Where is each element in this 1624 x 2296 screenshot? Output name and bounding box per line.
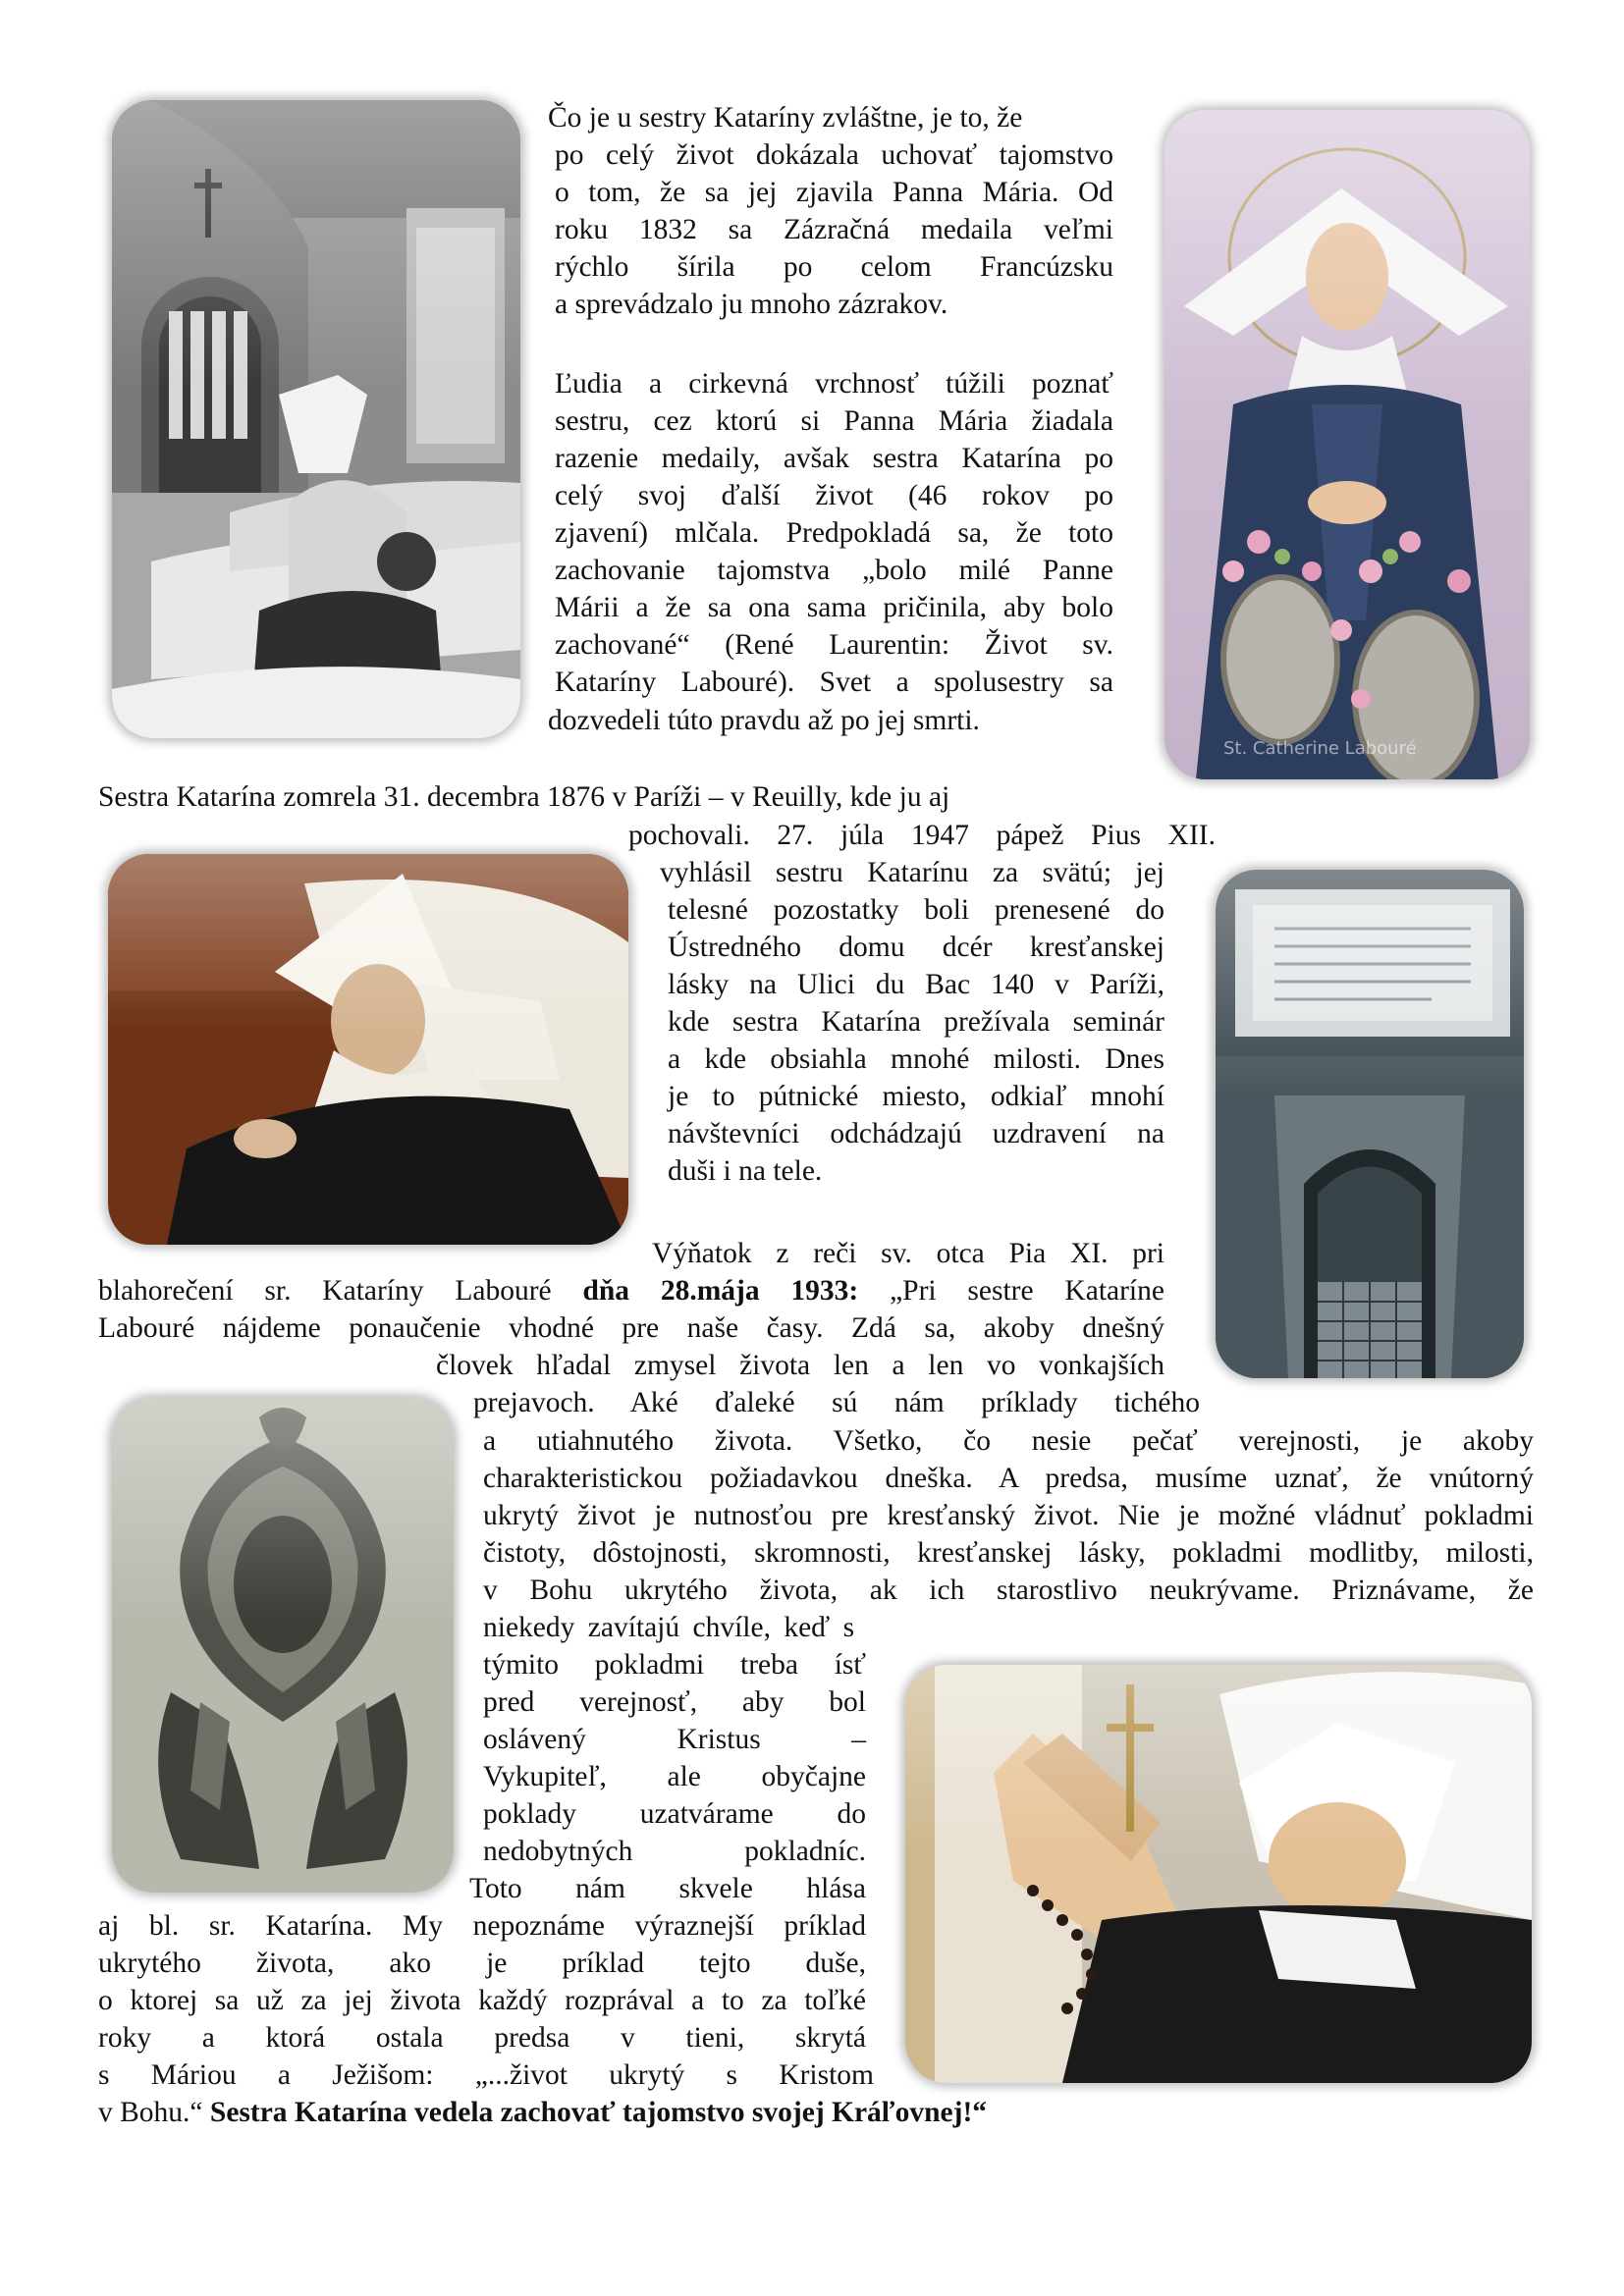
p4-line: Toto nám skvele hlása xyxy=(469,1873,866,1904)
p2-line: celý svoj ďalší život (46 rokov po xyxy=(555,480,1113,511)
deathbed-painting-photo xyxy=(108,854,628,1245)
p4-date-pre: blahorečení sr. Kataríny Labouré xyxy=(98,1275,583,1307)
p4-line: Vykupiteľ, ale obyčajne xyxy=(483,1761,866,1792)
p4-intro-line: Výňatok z reči sv. otca Pia XI. pri xyxy=(652,1238,1164,1269)
p4-line: niekedy zavítajú chvíle, keď s xyxy=(483,1612,855,1643)
p4-line: a utiahnutého života. Všetko, čo nesie pečať verejnosti, je akoby xyxy=(483,1425,1534,1457)
p3-line: pochovali. 27. júla 1947 pápež Pius XII. xyxy=(628,820,1216,851)
portrait-signature: St. Catherine Labouré xyxy=(1223,738,1417,759)
p3-line: telesné pozostatky boli prenesené do xyxy=(668,894,1164,926)
p4-date-line xyxy=(98,1272,1164,1309)
p3-line: návštevníci odchádzajú uzdravení na xyxy=(668,1118,1164,1149)
p2-line: zjavení) mlčala. Predpokladá sa, že toto xyxy=(555,517,1113,549)
incorrupt-body-image xyxy=(905,1665,1532,2083)
p2-line: Márii a že sa ona sama pričinila, aby bolo xyxy=(555,592,1113,623)
p4-line: čistoty, dôstojnosti, skromnosti, kresťanskej lásky, pokladmi modlitby, milosti, xyxy=(483,1537,1534,1569)
p4-line: týmito pokladmi treba ísť xyxy=(483,1649,866,1681)
p4-line: nedobytných pokladníc. xyxy=(483,1836,866,1867)
reliquary-image xyxy=(112,1398,454,1893)
p3-line: vyhlásil sestru Katarínu za svätú; jej xyxy=(660,857,1164,888)
p4-line: roky a ktorá ostala predsa v tieni, skrytá xyxy=(98,2022,866,2054)
p1-line: rýchlo šírila po celom Francúzsku xyxy=(555,251,1113,283)
p2-line: zachovanie tajomstva „bolo milé Panne xyxy=(555,555,1113,586)
p1-line: a sprevádzalo ju mnoho zázrakov. xyxy=(555,289,948,320)
crypt-image xyxy=(1216,870,1524,1378)
p2-line: sestru, cez ktorú si Panna Mária žiadala xyxy=(555,405,1113,437)
hospital-ward-photo xyxy=(112,100,520,738)
p4-line: ukrytého života, ako je príklad tejto duše, xyxy=(98,1948,866,1979)
p4-line: prejavoch. Aké ďaleké sú nám príklady tichého xyxy=(473,1387,1200,1418)
p2-line: dozvedeli túto pravdu až po jej smrti. xyxy=(548,705,980,736)
incorrupt-body-photo xyxy=(905,1665,1532,2083)
p4-line: s Máriou a Ježišom: „...život ukrytý s Kristom xyxy=(98,2059,874,2091)
p4-line: aj bl. sr. Katarína. My nepoznáme výraznejší príklad xyxy=(98,1910,866,1942)
p4-line: ukrytý život je nutnosťou pre kresťanský život. Nie je možné vládnuť pokladmi xyxy=(483,1500,1534,1531)
p3-line: a kde obsiahla mnohé milosti. Dnes xyxy=(668,1043,1164,1075)
p4-line: charakteristickou požiadavkou dneška. A predsa, musíme uznať, že vnútorný xyxy=(483,1463,1534,1494)
p1-line: o tom, že sa jej zjavila Panna Mária. Od xyxy=(555,177,1113,208)
p1-line: Čo je u sestry Kataríny zvláštne, je to, že xyxy=(548,102,1023,133)
p4-line: o ktorej sa už za jej života každý rozprával a to za toľké xyxy=(98,1985,866,2016)
p4-last-bold: Sestra Katarína vedela zachovať tajomstvo svojej Kráľovnej!“ xyxy=(209,2097,988,2128)
p2-line: razenie medaily, avšak sestra Katarína po xyxy=(555,443,1113,474)
p4-line: oslávený Kristus – xyxy=(483,1724,866,1755)
p4-date-bold: dňa 28.mája 1933: xyxy=(582,1275,859,1307)
deathbed-painting-image xyxy=(108,854,628,1245)
p3-line: Sestra Katarína zomrela 31. decembra 1876 v Paríži – v Reuilly, kde ju aj xyxy=(98,781,950,813)
p4-date-post: „Pri sestre Kataríne xyxy=(858,1275,1164,1307)
p4-line: pred verejnosť, aby bol xyxy=(483,1686,866,1718)
p4-line: v Bohu ukrytého života, ak ich starostlivo neukrývame. Priznávame, že xyxy=(483,1575,1534,1606)
hospital-ward-image xyxy=(112,100,520,738)
p3-line: kde sestra Katarína prežívala seminár xyxy=(668,1006,1164,1038)
p2-line: Ľudia a cirkevná vrchnosť túžili poznať xyxy=(555,368,1113,400)
saint-portrait-photo xyxy=(1164,110,1530,779)
saint-portrait-image xyxy=(1164,110,1530,779)
p3-line: duši i na tele. xyxy=(668,1155,823,1187)
p1-line: roku 1832 sa Zázračná medaila veľmi xyxy=(555,214,1113,245)
p3-line: je to pútnické miesto, odkiaľ mnohí xyxy=(668,1081,1164,1112)
p3-line: lásky na Ulici du Bac 140 v Paríži, xyxy=(668,969,1164,1000)
p4-last-pre: v Bohu.“ xyxy=(98,2097,210,2128)
crypt-photo xyxy=(1216,870,1524,1378)
p2-line: zachované“ (René Laurentin: Život sv. xyxy=(555,629,1113,661)
p4-last-line xyxy=(98,2094,987,2131)
p4-line: poklady uzatvárame do xyxy=(483,1798,866,1830)
p4-line: človek hľadal zmysel života len a len vo vonkajších xyxy=(436,1350,1164,1381)
p3-line: Ústredného domu dcér kresťanskej xyxy=(668,932,1164,963)
p2-line: Kataríny Labouré). Svet a spolusestry sa xyxy=(555,667,1113,698)
p1-line: po celý život dokázala uchovať tajomstvo xyxy=(555,139,1113,171)
reliquary-photo xyxy=(112,1398,454,1893)
p4-line: Labouré nájdeme ponaučenie vhodné pre naše časy. Zdá sa, akoby dnešný xyxy=(98,1312,1164,1344)
